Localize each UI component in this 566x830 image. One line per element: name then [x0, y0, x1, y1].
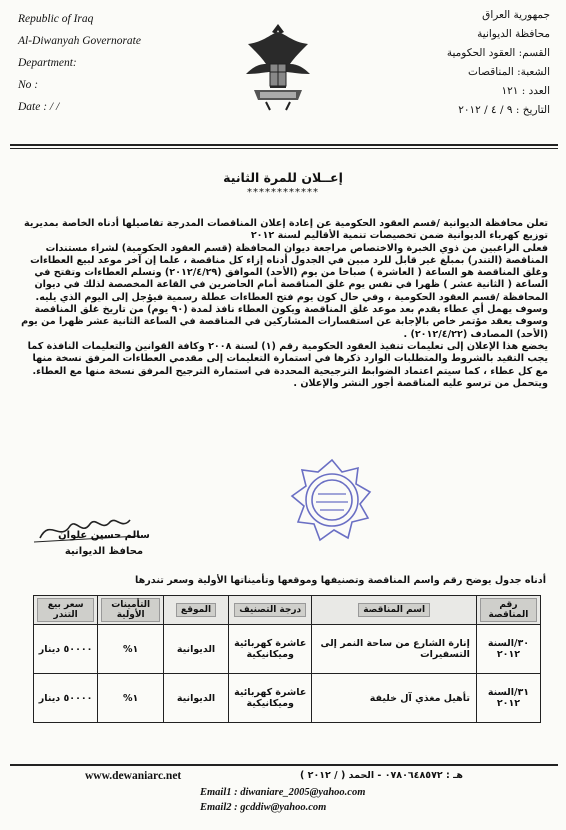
- table-cell: الديوانية: [164, 674, 229, 723]
- table-cell: إنارة الشارع من ساحة النمر إلى التسفيرات: [312, 625, 476, 674]
- table-cell: ٣١/السنة ٢٠١٢: [476, 674, 540, 723]
- letterhead-english: [18, 8, 141, 118]
- governorate-en: Al-Diwanyah Governorate: [18, 35, 141, 47]
- announcement-stars: ************: [247, 187, 319, 198]
- footer-website-link[interactable]: www.dewaniarc.net: [85, 770, 182, 782]
- column-header: رقم المناقصة: [476, 596, 540, 625]
- announcement-body: [20, 218, 548, 390]
- footer-email-1[interactable]: Email1 : diwaniare_2005@yahoo.com: [200, 787, 366, 798]
- header-divider: [10, 144, 558, 146]
- governorate-ar: محافظة الديوانية: [477, 28, 550, 40]
- table-header-row: [34, 596, 541, 625]
- column-header: اسم المناقصة: [312, 596, 476, 625]
- footer-divider: [10, 764, 558, 766]
- footer-email-2[interactable]: Email2 : gcddiw@yahoo.com: [200, 802, 327, 813]
- number-label: No :: [18, 79, 39, 91]
- table-cell: ٣٠/السنة ٢٠١٢: [476, 625, 540, 674]
- country-en: Republic of Iraq: [18, 13, 94, 25]
- table-caption: أدناه جدول يوضح رقم واسم المناقصة وتصنيفها وموقعها وتأميناتها الأولية وسعر تندرها: [135, 575, 546, 586]
- table-row: [34, 674, 541, 723]
- table-cell: ١%: [98, 674, 164, 723]
- iraq-eagle-emblem-icon: [240, 18, 316, 114]
- header-divider-thin: [10, 148, 558, 149]
- body-paragraph: تعلن محافظة الديوانية /قسم العقود الحكومية عن إعادة إعلان المناقصات المدرجة تفاصيلها أدناه الخاصة بمديرية توزيع كهرباء الديوانية ضمن تخصيصات تنمية الأقاليم لسنة ٢٠١٢: [24, 218, 548, 242]
- letterhead-arabic: [447, 6, 550, 120]
- body-paragraph: فعلى الراغبين من ذوي الخبرة والاختصاص مراجعة ديوان المحافظة (قسم العقود الحكومية) لشراء مستندات المناقصة (التندر) بمبلغ غير قابل للرد مبين في الجدول أدناه إزاء كل مناقصة ، علما إن آخر موعد لبيع العطاءات وغلق المناقصة هو الساعة ( العاشرة ) صباحا من يوم (الأحد) الموافق (٢٠١٢/٤/٢٩) وتسلم العطاءات وتفتح في الساعة ( الثانية عشر ) ظهرا في نفس يوم غلق المناقصة أمام الحاضرين في القاعة المخصصة لذلك في ديوان المحافظة /قسم العقود الحكومية ، وفي حال كون يوم فتح العطاءات عطلة رسمية فيؤجل إلى اليوم الذي يليه.: [30, 242, 548, 303]
- signatory-title: محافظ الديوانية: [64, 546, 144, 557]
- table-cell: تأهيل مغذي آل خليفة: [312, 674, 476, 723]
- tenders-table: [33, 595, 541, 723]
- column-header: الموقع: [164, 596, 229, 625]
- table-cell: الديوانية: [164, 625, 229, 674]
- section-ar: الشعبة: المناقصات: [468, 66, 550, 78]
- signatory-name: سالم حسين علوان: [58, 530, 150, 541]
- date-label: Date : / /: [18, 101, 60, 113]
- table-cell: عاشرة كهربائية وميكانيكية: [228, 625, 312, 674]
- column-header: التأمينات الأولية: [98, 596, 164, 625]
- body-paragraph: ويتحمل من ترسو عليه المناقصة أجور النشر والإعلان .: [293, 377, 548, 389]
- department-label: Department:: [18, 57, 77, 69]
- column-header: سعر بيع التندر: [34, 596, 98, 625]
- country-ar: جمهورية العراق: [482, 9, 550, 21]
- table-row: [34, 625, 541, 674]
- date-ar: التاريخ : ٩ / ٤ / ٢٠١٢: [458, 104, 550, 116]
- body-paragraph: وسوف يهمل أي عطاء يقدم بعد موعد غلق المناقصة ويكون العطاء نافذ لمدة (٩٠ يوم) من تاريخ غلق المناقصة وسوف يعقد مؤتمر خاص بالإجابة عن استفسارات المشاركين في المناقصة في الساعة الثانية عشر ظهرا من يوم (الأحد) المصادف (٢٠١٢/٤/٢٢) .: [21, 304, 548, 340]
- announcement-title: إعــلان للمرة الثانية: [223, 170, 343, 185]
- table-cell: ٥٠٠٠٠ دينار: [34, 625, 98, 674]
- number-ar: العدد : ١٢١: [501, 85, 550, 97]
- footer-phone: هـ : ٠٧٨٠٦٤٨٥٧٢ - الحمد ( / ٢٠١٢ ): [300, 770, 463, 781]
- table-cell: ١%: [98, 625, 164, 674]
- department-ar: القسم: العقود الحكومية: [446, 47, 550, 59]
- official-stamp-icon: [290, 458, 374, 542]
- column-header: درجة التصنيف: [228, 596, 312, 625]
- body-paragraph: يخضع هذا الإعلان إلى تعليمات تنفيذ العقود الحكومية رقم (١) لسنة ٢٠٠٨ وكافة القوانين والتعليمات النافذة كما يجب التقيد بالشروط والمتطلبات الوارد ذكرها في استمارة التعليمات إلى مقدمي العطاءات المرفق نسخة منها مع كل عطاء ، كما سيتم اعتماد الضوابط الترجيحية المحددة في استمارة الترجيح المرفق نسخة منها مع العطاء.: [27, 340, 548, 377]
- table-cell: ٥٠٠٠٠ دينار: [34, 674, 98, 723]
- table-cell: عاشرة كهربائية وميكانيكية: [228, 674, 312, 723]
